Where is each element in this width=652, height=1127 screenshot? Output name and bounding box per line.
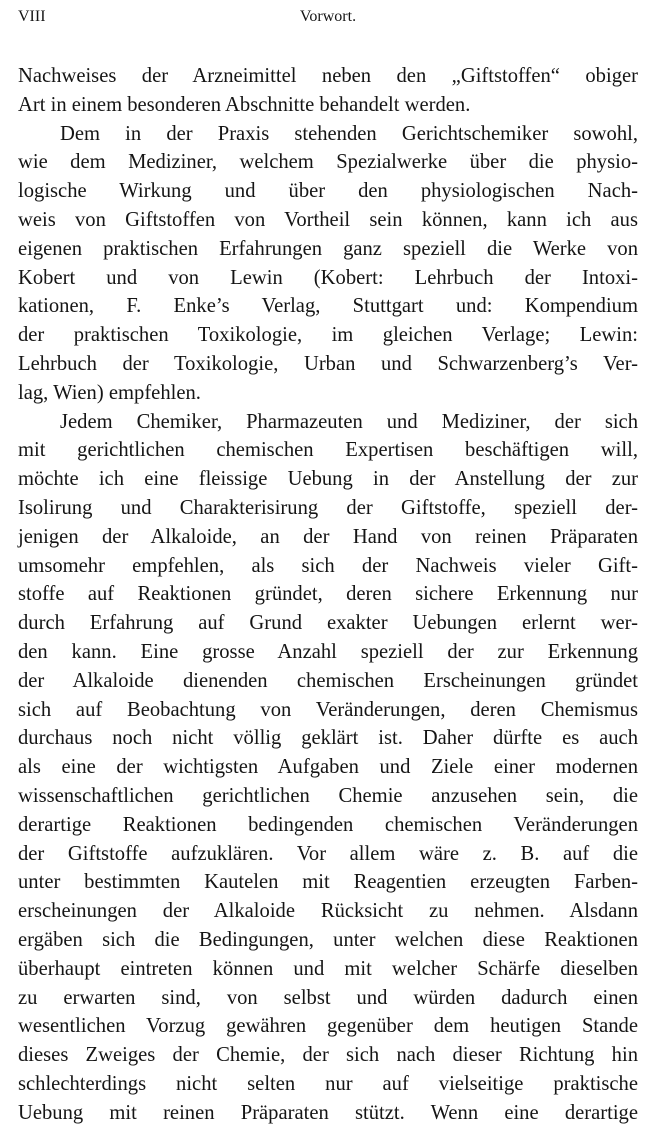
text-line: dieses Zweiges der Chemie, der sich nach dieser Richtung hin [18, 1044, 638, 1067]
text-line: Art in einem besonderen Abschnitte behandelt werden. [18, 93, 471, 116]
text-line: schlechterdings nicht selten nur auf vielseitige praktische [18, 1072, 638, 1095]
text-line: den kann. Eine grosse Anzahl speziell der zur Erkennung [18, 640, 638, 663]
text-line: logische Wirkung und über den physiologischen Nach- [18, 180, 638, 203]
text-line: der praktischen Toxikologie, im gleichen Verlage; Lewin: [18, 324, 638, 347]
body-text [18, 62, 638, 1127]
text-line: eigenen praktischen Erfahrungen ganz speziell die Werke von [18, 237, 638, 260]
text-line: weis von Giftstoffen von Vortheil sein können, kann ich aus [18, 208, 638, 231]
text-line: Nachweises der Arzneimittel neben den „Giftstoffen“ obiger [18, 65, 638, 87]
text-line: wissenschaftlichen gerichtlichen Chemie anzusehen sein, die [18, 784, 638, 807]
text-line: erscheinungen der Alkaloide Rücksicht zu nehmen. Alsdann [18, 900, 638, 923]
text-line: Uebung mit reinen Präparaten stützt. Wenn eine derartige [18, 1101, 638, 1124]
text-line: Dem in der Praxis stehenden Gerichtschemiker sowohl, [60, 122, 638, 145]
text-line: als eine der wichtigsten Aufgaben und Ziele einer modernen [18, 756, 638, 779]
text-line: wesentlichen Vorzug gewähren gegenüber dem heutigen Stande [18, 1015, 638, 1038]
text-line: umsomehr empfehlen, als sich der Nachweis vieler Gift- [18, 554, 638, 577]
text-line: derartige Reaktionen bedingenden chemischen Veränderungen [18, 813, 638, 836]
text-line: der Giftstoffe aufzuklären. Vor allem wäre z. B. auf die [18, 842, 638, 865]
text-line: Lehrbuch der Toxikologie, Urban und Schwarzenberg’s Ver- [18, 352, 638, 375]
text-line: kationen, F. Enke’s Verlag, Stuttgart und: Kompendium [18, 295, 638, 318]
text-line: sich auf Beobachtung von Veränderungen, deren Chemismus [18, 698, 638, 721]
text-line: möchte ich eine fleissige Uebung in der Anstellung der zur [18, 468, 638, 491]
text-line: zu erwarten sind, von selbst und würden dadurch einen [18, 986, 638, 1009]
text-line: der Alkaloide dienenden chemischen Erscheinungen gründet [18, 669, 638, 692]
running-title: Vorwort. [299, 8, 357, 25]
page-number: VIII [18, 8, 46, 25]
text-line: ergäben sich die Bedingungen, unter welchen diese Reaktionen [18, 928, 638, 951]
text-line: Kobert und von Lewin (Kobert: Lehrbuch der Intoxi- [18, 266, 638, 289]
text-line: durch Erfahrung auf Grund exakter Uebungen erlernt wer- [18, 612, 638, 635]
page-header [18, 2, 638, 34]
text-line: Jedem Chemiker, Pharmazeuten und Mediziner, der sich [60, 410, 638, 433]
text-line: durchaus noch nicht völlig geklärt ist. Daher dürfte es auch [18, 727, 638, 750]
text-line: überhaupt eintreten können und mit welcher Schärfe dieselben [18, 957, 638, 980]
text-line: stoffe auf Reaktionen gründet, deren sichere Erkennung nur [18, 583, 638, 606]
text-line: lag, Wien) empfehlen. [18, 381, 201, 404]
text-line: jenigen der Alkaloide, an der Hand von reinen Präparaten [18, 525, 638, 548]
text-line: unter bestimmten Kautelen mit Reagentien erzeugten Farben- [18, 871, 638, 894]
text-line: wie dem Mediziner, welchem Spezialwerke über die physio- [18, 151, 638, 174]
text-line: mit gerichtlichen chemischen Expertisen beschäftigen will, [18, 439, 638, 462]
text-line: Isolirung und Charakterisirung der Giftstoffe, speziell der- [18, 496, 638, 519]
